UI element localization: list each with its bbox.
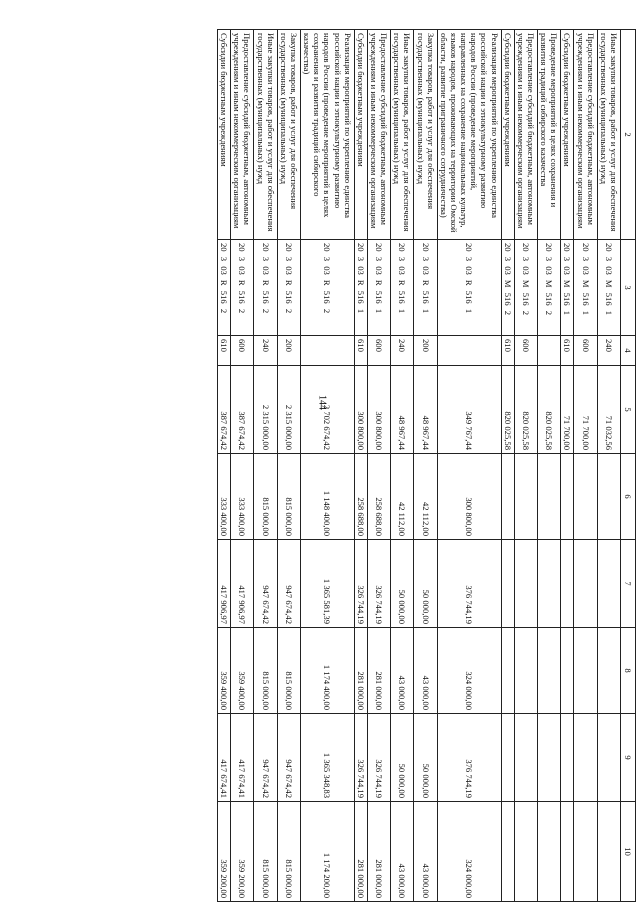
table-row xyxy=(561,30,574,902)
budget-table xyxy=(217,29,636,902)
row-value-9: 326 744,19 xyxy=(367,714,390,802)
row-name: Реализация мероприятий по укреплению единства российской нации и этнокультурному развитию народов России (проведение мероприятий, направленных на сохранение национальных культур, языков народов, проживающих на территории Омской области, развитие приграничного сотрудничества) xyxy=(437,30,501,240)
table-row xyxy=(254,30,277,902)
row-name: Иные закупки товаров, работ и услуг для обеспечения государственных (муниципальных) нужд xyxy=(391,30,414,240)
row-value-7: 417 906,97 xyxy=(218,540,231,628)
row-value-9 xyxy=(597,714,620,802)
row-value-9: 376 744,19 xyxy=(437,714,501,802)
row-value-8 xyxy=(561,628,574,714)
row-value-10: 43 000,00 xyxy=(391,802,414,902)
row-value-5: 48 967,44 xyxy=(414,366,437,454)
page-number: 144 xyxy=(316,395,328,410)
rotated-table-wrapper xyxy=(36,29,636,898)
row-value-5: 387 674,42 xyxy=(231,366,254,454)
row-value-9 xyxy=(561,714,574,802)
row-value-8 xyxy=(501,628,514,714)
row-value-9: 50 000,00 xyxy=(391,714,414,802)
row-name: Закупка товаров, работ и услуг для обеспечения государственных (муниципальных) нужд xyxy=(277,30,300,240)
row-value-6 xyxy=(538,454,561,540)
table-row xyxy=(367,30,390,902)
table-row xyxy=(514,30,537,902)
row-value-8: 1 174 400,00 xyxy=(301,628,355,714)
row-value-6 xyxy=(514,454,537,540)
row-value-6 xyxy=(501,454,514,540)
row-vr: 600 xyxy=(574,336,597,366)
row-value-6: 42 112,00 xyxy=(414,454,437,540)
row-code: 20 3 03 R 516 1 xyxy=(414,240,437,336)
row-code: 20 3 03 R 516 2 xyxy=(277,240,300,336)
row-name: Предоставление субсидий бюджетным, автономным учреждениям и иным некоммерческим организациям xyxy=(367,30,390,240)
row-value-7: 50 000,00 xyxy=(414,540,437,628)
row-value-5: 71 700,00 xyxy=(574,366,597,454)
row-value-8: 815 000,00 xyxy=(254,628,277,714)
row-value-6: 815 000,00 xyxy=(277,454,300,540)
row-value-8 xyxy=(597,628,620,714)
column-header: 10 xyxy=(621,802,636,902)
row-value-10: 359 200,00 xyxy=(218,802,231,902)
row-vr: 600 xyxy=(367,336,390,366)
row-code: 20 3 03 R 516 1 xyxy=(437,240,501,336)
row-code: 20 3 03 M 516 1 xyxy=(597,240,620,336)
row-value-7 xyxy=(514,540,537,628)
row-value-7 xyxy=(501,540,514,628)
row-value-10: 281 000,00 xyxy=(354,802,367,902)
row-vr: 240 xyxy=(391,336,414,366)
column-header: 7 xyxy=(621,540,636,628)
row-value-6: 333 400,00 xyxy=(218,454,231,540)
row-value-7: 326 744,19 xyxy=(354,540,367,628)
row-value-7: 947 674,42 xyxy=(254,540,277,628)
table-row xyxy=(574,30,597,902)
row-name: Субсидии бюджетным учреждениям xyxy=(354,30,367,240)
row-vr: 610 xyxy=(218,336,231,366)
row-value-9: 50 000,00 xyxy=(414,714,437,802)
row-name: Субсидии бюджетным учреждениям xyxy=(501,30,514,240)
row-value-9: 417 674,41 xyxy=(218,714,231,802)
row-vr xyxy=(437,336,501,366)
row-value-10 xyxy=(514,802,537,902)
column-header: 3 xyxy=(621,240,636,336)
row-name: Реализация мероприятий по укреплению единства российской нации и этнокультурному развитию народов России (проведение мероприятий в целях сохранения и развития традиций сибирского казачества) xyxy=(301,30,355,240)
row-value-7 xyxy=(561,540,574,628)
row-value-6: 258 688,00 xyxy=(354,454,367,540)
row-value-10: 1 174 200,00 xyxy=(301,802,355,902)
row-code: 20 3 03 R 516 2 xyxy=(231,240,254,336)
row-name: Субсидии бюджетным учреждениям xyxy=(561,30,574,240)
row-value-8: 281 000,00 xyxy=(354,628,367,714)
row-value-8: 43 000,00 xyxy=(391,628,414,714)
row-value-5: 48 967,44 xyxy=(391,366,414,454)
column-header: 5 xyxy=(621,366,636,454)
table-row xyxy=(538,30,561,902)
table-row xyxy=(501,30,514,902)
row-value-8: 324 000,00 xyxy=(437,628,501,714)
row-value-8: 815 000,00 xyxy=(277,628,300,714)
row-vr: 200 xyxy=(277,336,300,366)
row-code: 20 3 03 M 516 2 xyxy=(538,240,561,336)
row-value-6 xyxy=(597,454,620,540)
row-name: Предоставление субсидий бюджетным, автономным учреждениям и иным некоммерческим организациям xyxy=(574,30,597,240)
row-value-7: 326 744,19 xyxy=(367,540,390,628)
row-name: Субсидии бюджетным учреждениям xyxy=(218,30,231,240)
row-value-9: 326 744,19 xyxy=(354,714,367,802)
row-code: 20 3 03 R 516 2 xyxy=(301,240,355,336)
row-value-5: 2 315 000,00 xyxy=(277,366,300,454)
table-row xyxy=(354,30,367,902)
row-value-8 xyxy=(514,628,537,714)
row-vr: 240 xyxy=(254,336,277,366)
column-header: 9 xyxy=(621,714,636,802)
row-code: 20 3 03 R 516 2 xyxy=(254,240,277,336)
header-row xyxy=(621,30,636,902)
row-value-10: 43 000,00 xyxy=(414,802,437,902)
row-vr: 600 xyxy=(514,336,537,366)
row-value-6 xyxy=(561,454,574,540)
row-value-5: 71 700,00 xyxy=(561,366,574,454)
row-code: 20 3 03 M 516 2 xyxy=(514,240,537,336)
row-name: Закупка товаров, работ и услуг для обеспечения государственных (муниципальных) нужд xyxy=(414,30,437,240)
row-value-9 xyxy=(514,714,537,802)
row-value-8 xyxy=(538,628,561,714)
row-value-6: 300 800,00 xyxy=(437,454,501,540)
row-vr xyxy=(538,336,561,366)
table-row xyxy=(301,30,355,902)
row-value-9: 417 674,41 xyxy=(231,714,254,802)
row-value-9 xyxy=(538,714,561,802)
row-value-5: 2 315 000,00 xyxy=(254,366,277,454)
row-code: 20 3 03 M 516 1 xyxy=(561,240,574,336)
row-value-9: 947 674,42 xyxy=(277,714,300,802)
column-header: 2 xyxy=(621,30,636,240)
row-value-5: 300 800,00 xyxy=(354,366,367,454)
row-value-10 xyxy=(561,802,574,902)
table-row xyxy=(218,30,231,902)
row-value-10 xyxy=(597,802,620,902)
row-value-5: 387 674,42 xyxy=(218,366,231,454)
table-row xyxy=(597,30,620,902)
row-value-7 xyxy=(597,540,620,628)
row-name: Иные закупки товаров, работ и услуг для обеспечения государственных (муниципальных) нужд xyxy=(254,30,277,240)
row-vr: 240 xyxy=(597,336,620,366)
table-row xyxy=(414,30,437,902)
row-vr: 200 xyxy=(414,336,437,366)
row-value-7: 50 000,00 xyxy=(391,540,414,628)
row-value-5: 2 702 674,42 xyxy=(301,366,355,454)
row-value-5: 820 025,58 xyxy=(514,366,537,454)
row-value-10: 324 000,00 xyxy=(437,802,501,902)
row-value-5: 71 032,56 xyxy=(597,366,620,454)
row-value-7: 1 365 581,39 xyxy=(301,540,355,628)
row-value-6: 1 148 400,00 xyxy=(301,454,355,540)
row-value-7 xyxy=(574,540,597,628)
table-row xyxy=(437,30,501,902)
row-value-10: 359 200,00 xyxy=(231,802,254,902)
row-code: 20 3 03 R 516 1 xyxy=(367,240,390,336)
row-value-5: 300 800,00 xyxy=(367,366,390,454)
row-value-10 xyxy=(538,802,561,902)
row-value-10 xyxy=(574,802,597,902)
row-value-7: 417 906,97 xyxy=(231,540,254,628)
column-header: 6 xyxy=(621,454,636,540)
row-value-6: 258 688,00 xyxy=(367,454,390,540)
row-value-5: 820 025,58 xyxy=(538,366,561,454)
row-value-8 xyxy=(574,628,597,714)
row-value-7: 376 744,19 xyxy=(437,540,501,628)
row-name: Предоставление субсидий бюджетным, автономным учреждениям и иным некоммерческим организациям xyxy=(231,30,254,240)
row-vr: 600 xyxy=(231,336,254,366)
row-vr: 610 xyxy=(561,336,574,366)
table-row xyxy=(231,30,254,902)
row-value-6: 333 400,00 xyxy=(231,454,254,540)
column-header: 4 xyxy=(621,336,636,366)
row-value-6: 42 112,00 xyxy=(391,454,414,540)
row-value-5: 349 767,44 xyxy=(437,366,501,454)
row-value-8: 359 400,00 xyxy=(218,628,231,714)
row-code: 20 3 03 R 516 2 xyxy=(218,240,231,336)
column-header: 8 xyxy=(621,628,636,714)
row-code: 20 3 03 R 516 1 xyxy=(354,240,367,336)
row-value-8: 43 000,00 xyxy=(414,628,437,714)
row-value-7 xyxy=(538,540,561,628)
row-vr: 610 xyxy=(501,336,514,366)
row-name: Предоставление субсидий бюджетным, автономным учреждениям и иным некоммерческим организациям xyxy=(514,30,537,240)
row-value-9: 947 674,42 xyxy=(254,714,277,802)
row-name: Проведение мероприятий в целях сохранения и развития традиций сибирского казачества xyxy=(538,30,561,240)
row-value-8: 359 400,00 xyxy=(231,628,254,714)
row-code: 20 3 03 M 516 2 xyxy=(501,240,514,336)
row-value-5: 820 025,58 xyxy=(501,366,514,454)
row-vr: 610 xyxy=(354,336,367,366)
row-value-7: 947 674,42 xyxy=(277,540,300,628)
table-row xyxy=(277,30,300,902)
row-name: Иные закупки товаров, работ и услуг для обеспечения государственных (муниципальных) нужд xyxy=(597,30,620,240)
row-value-10: 815 000,00 xyxy=(254,802,277,902)
row-value-10 xyxy=(501,802,514,902)
row-value-6 xyxy=(574,454,597,540)
row-code: 20 3 03 R 516 1 xyxy=(391,240,414,336)
table-row xyxy=(391,30,414,902)
row-value-6: 815 000,00 xyxy=(254,454,277,540)
row-vr xyxy=(301,336,355,366)
row-value-9 xyxy=(501,714,514,802)
row-value-9: 1 365 348,83 xyxy=(301,714,355,802)
row-value-10: 281 000,00 xyxy=(367,802,390,902)
row-value-9 xyxy=(574,714,597,802)
row-value-8: 281 000,00 xyxy=(367,628,390,714)
row-value-10: 815 000,00 xyxy=(277,802,300,902)
row-code: 20 3 03 M 516 1 xyxy=(574,240,597,336)
